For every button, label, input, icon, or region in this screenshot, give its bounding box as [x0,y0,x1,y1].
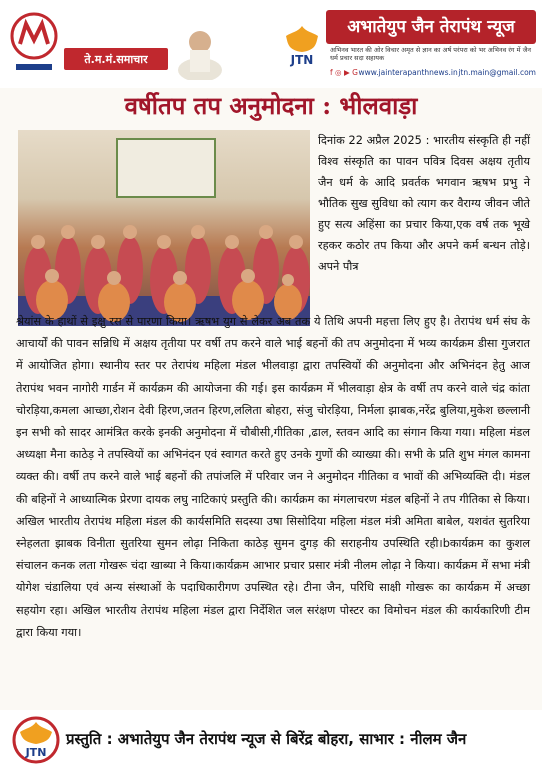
article-title: वर्षीतप तप अनुमोदना : भीलवाड़ा [124,91,418,120]
article-intro: दिनांक 22 अप्रैल 2025 : भारतीय संस्कृति ही नहीं विश्व संस्कृति का पावन पवित्र दिवस अक्षय तृतीय जैन धर्म के आदि प्रवर्तक भगवान ऋषभ प्रभु ने भौतिक सुख सुविधा को त्याग कर वैराग्य जीवन जीते हुए सत्य अहिंसा का प्रचार किया,एक वर्ष तक भूखे रहकर कठोर तप किया और अपने कर्म बन्धन तोड़े। अपने पौत्र [318,134,530,273]
guru-portrait-icon [170,20,230,80]
footer [0,710,542,768]
footer-credit: प्रस्तुति : अभातेयुप जैन तेरापंथ न्यूज से बिरेंद्र बोहरा, साभार : नीलम जैन [66,730,467,748]
mahila-mandal-logo-icon [8,10,60,76]
left-banner: ते.म.मं.समाचार [64,48,168,70]
group-people-illustration [18,130,310,326]
footer-logo-text: JTN [25,746,47,759]
article-body: श्रेयांस के हाथों से इक्षु रस से पारणा किया। ऋषभ युग से लेकर अब तक ये तिथि अपनी महत्ता लिए हुए है। तेरापंथ धर्म संघ के आचार्यों की पावन सन्निधि में अक्षय तृतीया पर वर्षी तप करने वाले भाई बहनों की तप अनुमोदना में भव्य कार्यक्रम डीसा गुजरात में आयोजित होगा। स्थानीय स्तर पर तेरापंथ महिला मंडल भीलवाड़ा द्वारा तपस्वियों की अनुमोदना और अभिनंदन हेतु आज तेरापंथ भवन नागोरी गार्डन में कार्यक्रम की आयोजना की गई। इस कार्यक्रम में भीलवाड़ा क्षेत्र के वर्षी तप करने वाले चंद्र कांता चोरड़िया,कमला आच्छा,रोशन देवी हिरण,जतन हिरण,ललिता बोहरा, संजु चोरड़िया, निर्मला झाबक,नरेंद्र बुलिया,मुकेश छल्लानी इन सभी को सादर आमंत्रित करके इनकी अनुमोदना में चौबीसी,गीतिका ,ढाल, स्तवन आदि का संगान किया गया। महिला मंडल अध्यक्षा मैना काठेड़ ने तपस्वियों का अभिनंदन एवं स्वागत करते हुए उनके गुणों की व्याख्या की। सभी के प्रति शुभ मंगल कामना व्यक्त की। वर्षी तप करने वाले भाई बहनों की तपांजलि में परिवार जन ने अनुमोदन गीतिका व भावों की अभिव्यक्ति दी। मंडल की बहिनों ने आध्यात्मिक प्रेरणा दायक लघु नाटिकाएं प्रस्तुति की। कार्यक्रम का मंगलाचरण मंडल बहिनों ने तप गीतिका से किया। अखिल भारतीय तेरापंथ महिला मंडल की कार्यसमिति सदस्या उषा सिसोदिया महिला मंडल मंत्री अमिता बाबेल, यशवंत सुतरिया स्नेहलता झाबक विनीता सुतरिया सुमन लोढ़ा निकिता काठेड़ सुमन दुगड़ की सराहनीय उपस्थिति रही।bकार्यक्रम का कुशल संचालन कनक लता गोखरू चंदा खाब्या ने किया।कार्यक्रम आभार प्रचार प्रसार मंत्री नीलम लोढ़ा ने किया। कार्यक्रम में सभा मंत्री योगेश चंडालिया एवं अन्य संस्थाओं के पदाधिकारीगण उपस्थित रहे। टीना जैन, परिधि साक्षी गोखरू का कार्यक्रम में अच्छा सहयोग रहा। अखिल भारतीय तेरापंथ महिला मंडल द्वारा निर्देशित जल सरंक्षण पोस्टर का विमोचन मंडल की कार्यकारिणी टीम द्वारा किया गया। [16,315,530,639]
social-icons: f ◎ ▶ G [330,68,358,77]
jtn-logo-text: JTN [290,53,314,67]
group-photo [18,130,310,326]
brand-title: अभातेयुप जैन तेरापंथ न्यूज [326,10,536,44]
header [0,0,542,88]
website-link[interactable]: www.jainterapanthnews.in [358,68,458,77]
brand-contact [330,68,536,77]
jtn-logo-icon [282,24,322,68]
brand-tagline: अभिनव भारत की ओर विचार अमृत से ज्ञान का अर्ष परंपरा को भर अभिनव रंग में जैन धर्म प्रचार सदा सहायक [330,46,532,62]
email-link[interactable]: jtn.main@gmail.com [458,68,536,77]
footer-jtn-logo-icon [12,716,60,764]
brand-block [326,10,536,86]
